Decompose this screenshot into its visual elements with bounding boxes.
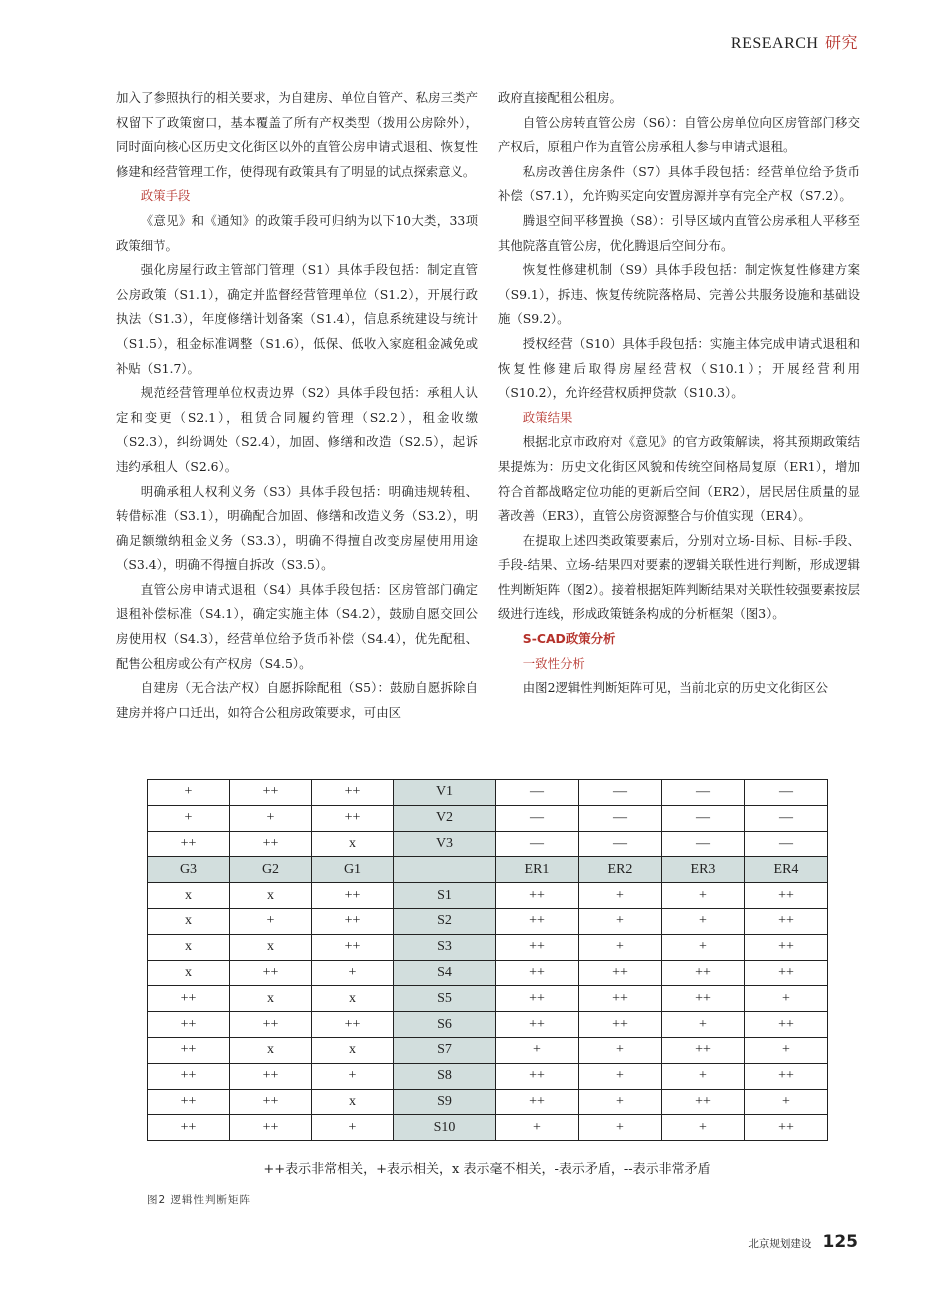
matrix-cell: ++	[230, 831, 312, 857]
matrix-row	[148, 883, 828, 909]
matrix-row-label: S8	[394, 1063, 496, 1089]
matrix-cell: G2	[230, 857, 312, 883]
matrix-row	[148, 1063, 828, 1089]
matrix-cell: ++	[148, 986, 230, 1012]
matrix-cell: x	[312, 831, 394, 857]
matrix-cell: ++	[148, 1115, 230, 1141]
matrix-cell: +	[662, 934, 745, 960]
paragraph: 加入了参照执行的相关要求，为自建房、单位自管产、私房三类产权留下了政策窗口，基本覆盖了所有产权类型（拨用公房除外），同时面向核心区历史文化街区以外的直管公房申请式退租、恢复性修建和经营管理工作，使得现有政策具有了明显的试点探索意义。	[116, 90, 478, 179]
matrix-row-label: S3	[394, 934, 496, 960]
matrix-cell: ++	[496, 960, 579, 986]
matrix-row	[148, 1012, 828, 1038]
matrix-cell: ++	[230, 960, 312, 986]
matrix-row-label: V3	[394, 831, 496, 857]
matrix-cell: ++	[230, 1089, 312, 1115]
logic-judgment-matrix	[147, 779, 828, 1141]
matrix-row	[148, 1037, 828, 1063]
matrix-cell: ++	[579, 1012, 662, 1038]
matrix-cell: x	[148, 934, 230, 960]
paragraph: 直管公房申请式退租（S4）具体手段包括：区房管部门确定退租补偿标准（S4.1），确定实施主体（S4.2），鼓励自愿交回公房使用权（S4.3），经营单位给予货币补偿（S4.4），优先配租、配售公租房或公有产权房（S4.5）。	[116, 581, 478, 671]
matrix-cell: +	[579, 1115, 662, 1141]
matrix-cell: ++	[148, 831, 230, 857]
left-text-column	[116, 86, 478, 725]
matrix-cell: —	[579, 831, 662, 857]
matrix-row-label: S9	[394, 1089, 496, 1115]
matrix-cell: ++	[662, 1037, 745, 1063]
paragraph: 自建房（无合法产权）自愿拆除配租（S5）：鼓励自愿拆除自建房并将户口迁出，如符合公租房政策要求，可由区	[116, 680, 478, 720]
matrix-cell: ++	[745, 934, 828, 960]
matrix-row-label: V2	[394, 805, 496, 831]
matrix-cell: ER2	[579, 857, 662, 883]
matrix-cell: +	[745, 1089, 828, 1115]
matrix-cell: +	[662, 908, 745, 934]
figure-caption: 图2 逻辑性判断矩阵	[147, 1194, 252, 1206]
page-footer	[748, 1232, 858, 1252]
matrix-cell: +	[496, 1115, 579, 1141]
paragraph: 强化房屋行政主管部门管理（S1）具体手段包括：制定直管公房政策（S1.1），确定并监督经营管理单位（S1.2），开展行政执法（S1.3），年度修缮计划备案（S1.4），信息系统建设与统计（S1.5），租金标准调整（S1.6），低保、低收入家庭租金减免或补贴（S1.7）。	[116, 262, 478, 376]
matrix-cell: —	[662, 780, 745, 806]
matrix-cell: ++	[662, 986, 745, 1012]
matrix-cell: ++	[312, 1012, 394, 1038]
matrix-cell: +	[230, 805, 312, 831]
section-heading: 一致性分析	[522, 655, 585, 671]
matrix-row	[148, 908, 828, 934]
matrix-cell: ++	[745, 1115, 828, 1141]
matrix-cell: —	[745, 805, 828, 831]
matrix-cell: ++	[312, 780, 394, 806]
matrix-cell: ++	[496, 1089, 579, 1115]
matrix-cell: ER1	[496, 857, 579, 883]
matrix-cell: +	[579, 1063, 662, 1089]
matrix-cell: +	[579, 908, 662, 934]
matrix-cell: x	[312, 986, 394, 1012]
matrix-cell: ER4	[745, 857, 828, 883]
matrix-cell: +	[662, 1012, 745, 1038]
matrix-cell: +	[662, 1115, 745, 1141]
matrix-cell: +	[579, 1037, 662, 1063]
matrix-header-row	[148, 857, 828, 883]
paragraph: 私房改善住房条件（S7）具体手段包括：经营单位给予货币补偿（S7.1），允许购买定向安置房源并享有完全产权（S7.2）。	[498, 163, 860, 204]
matrix-cell: +	[312, 960, 394, 986]
matrix-cell: +	[662, 883, 745, 909]
matrix-cell: ++	[148, 1063, 230, 1089]
matrix-cell: ++	[496, 908, 579, 934]
matrix-cell: —	[496, 831, 579, 857]
matrix-row	[148, 780, 828, 806]
matrix-cell: +	[662, 1063, 745, 1089]
matrix-row	[148, 831, 828, 857]
matrix-cell: ++	[312, 883, 394, 909]
matrix-cell: x	[148, 908, 230, 934]
matrix-cell: ++	[148, 1089, 230, 1115]
matrix-cell: +	[230, 908, 312, 934]
matrix-cell: —	[579, 805, 662, 831]
matrix-cell: ++	[312, 908, 394, 934]
matrix-cell: +	[496, 1037, 579, 1063]
publication-name: 北京规划建设	[748, 1238, 812, 1250]
matrix-cell: x	[148, 883, 230, 909]
right-text-column	[498, 86, 860, 701]
matrix-cell: x	[230, 1037, 312, 1063]
matrix-cell: G3	[148, 857, 230, 883]
matrix-cell: x	[148, 960, 230, 986]
matrix-cell: +	[579, 883, 662, 909]
matrix-cell: x	[230, 934, 312, 960]
matrix-cell: +	[148, 780, 230, 806]
matrix-cell: ++	[745, 908, 828, 934]
matrix-cell: +	[745, 986, 828, 1012]
header-section-cn: 研究	[824, 35, 858, 52]
section-heading: 政策结果	[522, 409, 573, 425]
matrix-cell: ++	[496, 1012, 579, 1038]
matrix-cell: —	[579, 780, 662, 806]
section-heading: 政策手段	[140, 188, 191, 204]
matrix-cell: ++	[579, 986, 662, 1012]
page-header	[731, 30, 858, 53]
section-heading: S-CAD政策分析	[522, 631, 616, 647]
paragraph: 授权经营（S10）具体手段包括：实施主体完成申请式退租和恢复性修建后取得房屋经营权（S10.1）；开展经营利用（S10.2），允许经营权质押贷款（S10.3）。	[498, 335, 860, 401]
matrix-cell: x	[312, 1037, 394, 1063]
matrix-cell: +	[312, 1063, 394, 1089]
matrix-cell: ++	[662, 1089, 745, 1115]
paragraph: 《意见》和《通知》的政策手段可归纳为以下10大类，33项政策细节。	[116, 212, 478, 253]
matrix-cell: —	[662, 805, 745, 831]
paragraph: 腾退空间平移置换（S8）：引导区域内直管公房承租人平移至其他院落直管公房，优化腾退后空间分布。	[498, 212, 860, 253]
matrix-cell: +	[745, 1037, 828, 1063]
matrix-cell: —	[496, 805, 579, 831]
matrix-cell: —	[496, 780, 579, 806]
matrix-cell: ++	[745, 960, 828, 986]
matrix-row-label: S1	[394, 883, 496, 909]
matrix-row-label: S10	[394, 1115, 496, 1141]
matrix-cell: ++	[312, 934, 394, 960]
matrix-cell: ++	[230, 1063, 312, 1089]
matrix-row	[148, 805, 828, 831]
matrix-row-label: S5	[394, 986, 496, 1012]
matrix-row-label	[394, 857, 496, 883]
matrix-row	[148, 1115, 828, 1141]
page-number: 125	[822, 1232, 858, 1252]
paragraph: 根据北京市政府对《意见》的官方政策解读，将其预期政策结果提炼为：历史文化街区风貌和传统空间格局复原（ER1），增加符合首都战略定位功能的更新后空间（ER2），居民居住质量的显著改善（ER3），直管公房资源整合与价值实现（ER4）。	[498, 434, 860, 524]
matrix-cell: ++	[496, 883, 579, 909]
header-section-en: RESEARCH	[730, 35, 819, 52]
matrix-cell: +	[312, 1115, 394, 1141]
matrix-cell: ++	[745, 1012, 828, 1038]
matrix-legend: ++表示非常相关，+表示相关，x 表示毫不相关，-表示矛盾，--表示非常矛盾	[263, 1162, 711, 1177]
matrix-cell: ++	[230, 780, 312, 806]
matrix-cell: —	[745, 780, 828, 806]
matrix-cell: —	[662, 831, 745, 857]
matrix-row	[148, 960, 828, 986]
matrix-cell: ER3	[662, 857, 745, 883]
matrix-cell: x	[230, 883, 312, 909]
matrix-row-label: S4	[394, 960, 496, 986]
paragraph: 政府直接配租公租房。	[498, 90, 622, 105]
matrix-cell: +	[579, 934, 662, 960]
matrix-cell: ++	[496, 986, 579, 1012]
matrix-cell: +	[148, 805, 230, 831]
matrix-row-label: V1	[394, 780, 496, 806]
matrix-cell: ++	[745, 883, 828, 909]
matrix-cell: G1	[312, 857, 394, 883]
matrix-cell: ++	[148, 1012, 230, 1038]
paragraph: 恢复性修建机制（S9）具体手段包括：制定恢复性修建方案（S9.1），拆违、恢复传统院落格局、完善公共服务设施和基础设施（S9.2）。	[498, 262, 860, 327]
matrix-cell: ++	[496, 934, 579, 960]
matrix-cell: ++	[312, 805, 394, 831]
matrix-cell: ++	[230, 1115, 312, 1141]
matrix-cell: ++	[496, 1063, 579, 1089]
paragraph: 明确承租人权利义务（S3）具体手段包括：明确违规转租、转借标准（S3.1），明确配合加固、修缮和改造义务（S3.2），明确足额缴纳租金义务（S3.3），明确不得擅自改变房屋使用用途（S3.4），明确不得擅自拆改（S3.5）。	[116, 483, 478, 573]
matrix-cell: ++	[148, 1037, 230, 1063]
paragraph: 规范经营管理单位权责边界（S2）具体手段包括：承租人认定和变更（S2.1），租赁合同履约管理（S2.2），租金收缴（S2.3），纠纷调处（S2.4），加固、修缮和改造（S2.5），起诉违约承租人（S2.6）。	[116, 385, 478, 474]
matrix-row	[148, 986, 828, 1012]
matrix-cell: +	[579, 1089, 662, 1115]
matrix-row	[148, 934, 828, 960]
matrix-cell: ++	[230, 1012, 312, 1038]
matrix-row-label: S2	[394, 908, 496, 934]
matrix-cell: —	[745, 831, 828, 857]
matrix-cell: ++	[745, 1063, 828, 1089]
paragraph: 自管公房转直管公房（S6）：自管公房单位向区房管部门移交产权后，原租户作为直管公房承租人参与申请式退租。	[498, 114, 860, 155]
matrix-row-label: S7	[394, 1037, 496, 1063]
paragraph: 由图2逻辑性判断矩阵可见，当前北京的历史文化街区公	[522, 680, 829, 696]
matrix-row-label: S6	[394, 1012, 496, 1038]
matrix-row	[148, 1089, 828, 1115]
matrix-cell: x	[230, 986, 312, 1012]
matrix-cell: x	[312, 1089, 394, 1115]
matrix-cell: ++	[662, 960, 745, 986]
matrix-cell: ++	[579, 960, 662, 986]
paragraph: 在提取上述四类政策要素后，分别对立场-目标、目标-手段、手段-结果、立场-结果四对要素的逻辑关联性进行判断，形成逻辑性判断矩阵（图2）。接着根据矩阵判断结果对关联性较强要素按层级进行连线，形成政策链条构成的分析框架（图3）。	[498, 532, 860, 622]
